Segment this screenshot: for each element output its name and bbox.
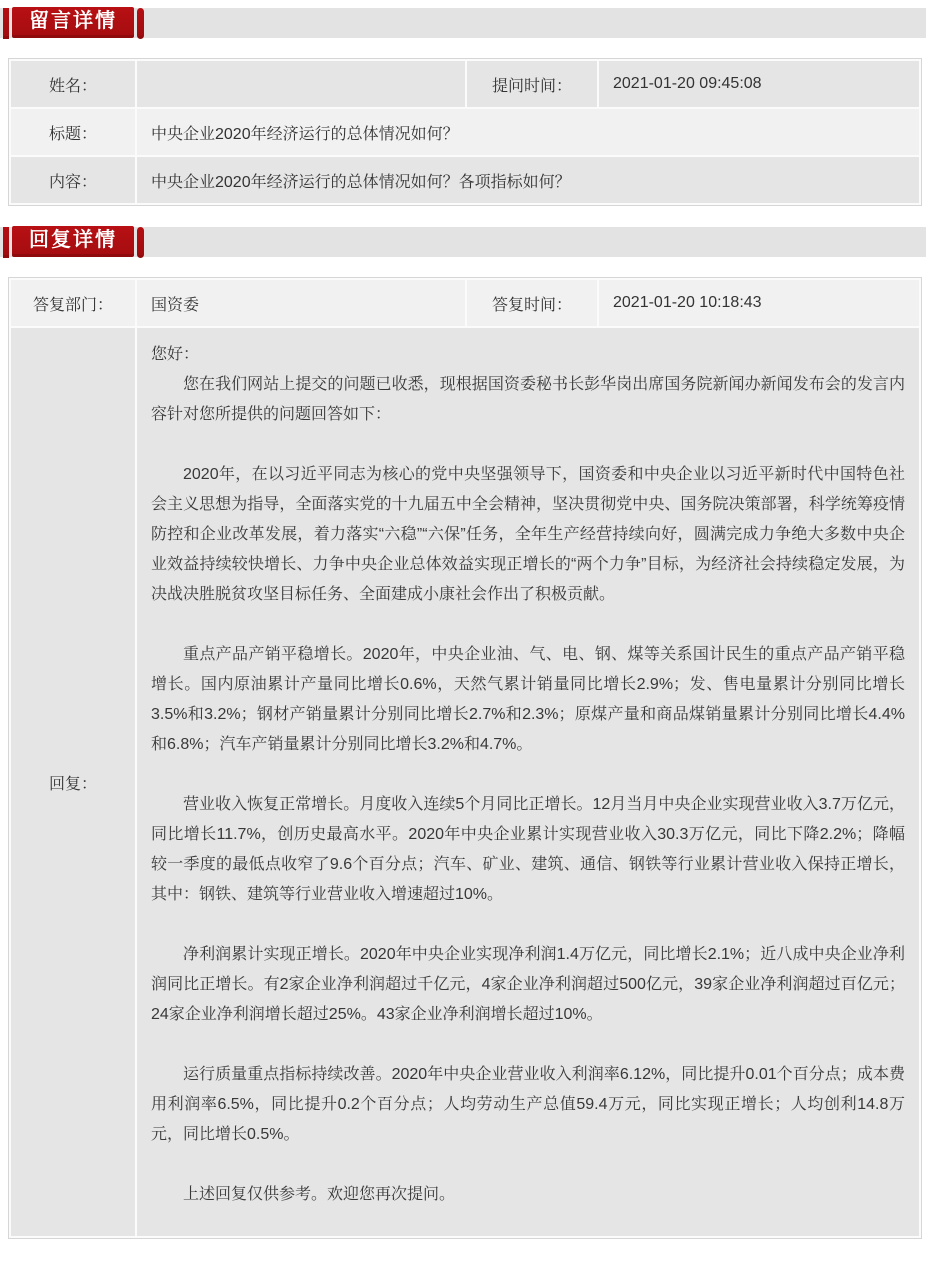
reply-content-cell [137, 328, 919, 1236]
name-label: 姓名： [11, 61, 135, 107]
ask-time-value: 2021-01-20 09:45:08 [599, 61, 919, 107]
ask-time-label: 提问时间： [467, 61, 597, 107]
red-accent-bar-left [3, 8, 9, 39]
message-table-wrap [0, 58, 926, 206]
reply-paragraph: 营业收入恢复正常增长。月度收入连续5个月同比正增长。12月当月中央企业实现营业收入3.7万亿元，同比增长11.7%，创历史最高水平。2020年中央企业累计实现营业收入30.3万亿元，同比下降2.2%；降幅较一季度的最低点收窄了9.6个百分点；汽车、矿业、建筑、通信、钢铁等行业累计营业收入保持正增长，其中：钢铁、建筑等行业营业收入增速超过10%。 [151, 796, 905, 903]
reply-paragraph: 净利润累计实现正增长。2020年中央企业实现净利润1.4万亿元，同比增长2.1%；近八成中央企业净利润同比正增长。有2家企业净利润超过千亿元，4家企业净利润超过500亿元，39家企业净利润超过百亿元；24家企业净利润增长超过25%。43家企业净利润增长超过10%。 [151, 946, 905, 1023]
subject-value: 中央企业2020年经济运行的总体情况如何？ [137, 109, 919, 155]
reply-paragraph: 重点产品产销平稳增长。2020年，中央企业油、气、电、钢、煤等关系国计民生的重点产品产销平稳增长。国内原油累计产量同比增长0.6%，天然气累计销量同比增长2.9%；发、售电量累计分别同比增长3.5%和3.2%；钢材产销量累计分别同比增长2.7%和2.3%；原煤产量和商品煤销量累计分别同比增长4.4%和6.8%；汽车产销量累计分别同比增长3.2%和4.7%。 [151, 646, 905, 753]
reply-paragraph: 您在我们网站上提交的问题已收悉，现根据国资委秘书长彭华岗出席国务院新闻办新闻发布会的发言内容针对您所提供的问题回答如下： [151, 376, 905, 423]
table-row [11, 280, 919, 326]
reply-section-badge [12, 226, 134, 257]
dept-label: 答复部门： [11, 280, 135, 326]
table-row [11, 157, 919, 203]
reply-paragraph: 上述回复仅供参考。欢迎您再次提问。 [183, 1186, 456, 1203]
red-accent-bar-right [137, 227, 144, 258]
reply-section-title: 回复详情 [29, 229, 117, 251]
reply-paragraph: 运行质量重点指标持续改善。2020年中央企业营业收入利润率6.12%，同比提升0.01个百分点；成本费用利润率6.5%，同比提升0.2个百分点；人均劳动生产总值59.4万元，同比实现正增长；人均创利14.8万元，同比增长0.5%。 [151, 1066, 905, 1143]
table-row [11, 109, 919, 155]
red-accent-bar-left [3, 227, 9, 258]
dept-value: 国资委 [137, 280, 465, 326]
reply-label: 回复： [11, 328, 135, 1236]
message-section-title: 留言详情 [29, 10, 117, 32]
reply-table [8, 277, 922, 1239]
message-section-header [0, 7, 926, 43]
content-label: 内容： [11, 157, 135, 203]
reply-time-label: 答复时间： [467, 280, 597, 326]
reply-table-wrap [0, 277, 926, 1239]
reply-paragraph: 您好： [151, 346, 200, 363]
subject-label: 标题： [11, 109, 135, 155]
message-section-badge [12, 7, 134, 38]
reply-text [151, 340, 905, 1210]
name-value [137, 61, 465, 107]
reply-paragraph: 2020年，在以习近平同志为核心的党中央坚强领导下，国资委和中央企业以习近平新时代中国特色社会主义思想为指导，全面落实党的十九届五中全会精神，坚决贯彻党中央、国务院决策部署，科学统筹疫情防控和企业改革发展，着力落实“六稳”“六保”任务，全年生产经营持续向好，圆满完成力争绝大多数中央企业效益持续较快增长、力争中央企业总体效益实现正增长的“两个力争”目标，为经济社会持续稳定发展，为决战决胜脱贫攻坚目标任务、全面建成小康社会作出了积极贡献。 [151, 466, 905, 603]
reply-time-value: 2021-01-20 10:18:43 [599, 280, 919, 326]
table-row [11, 61, 919, 107]
red-accent-bar-right [137, 8, 144, 39]
reply-section-header [0, 226, 926, 262]
message-table [8, 58, 922, 206]
content-value: 中央企业2020年经济运行的总体情况如何？各项指标如何？ [137, 157, 919, 203]
reply-row [11, 328, 919, 1236]
